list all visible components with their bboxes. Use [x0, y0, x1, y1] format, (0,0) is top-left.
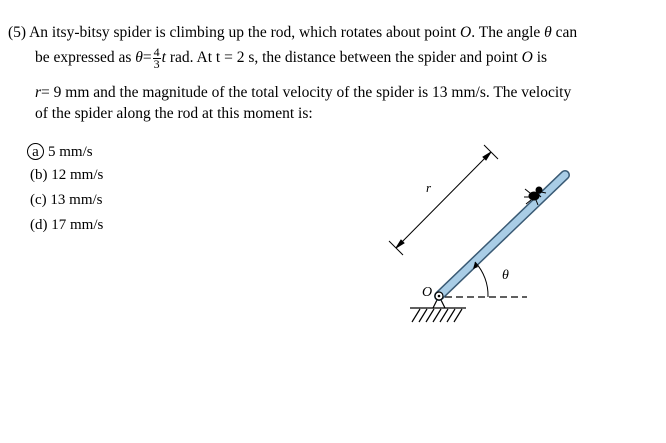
point-o-var-2: O — [521, 49, 533, 67]
option-c-text: 13 mm/s — [50, 192, 103, 208]
question-text-2-pre: be expressed as — [35, 49, 132, 67]
option-a-text: 5 mm/s — [48, 144, 93, 160]
t-var: t — [161, 49, 166, 67]
r-label: r — [426, 180, 432, 195]
option-c-label: (c) — [30, 192, 47, 208]
question-text-3: = 9 mm and the magnitude of the total velocity of the spider is 13 mm/s. The velocity — [41, 84, 572, 101]
option-b-label: (b) — [30, 167, 48, 183]
fraction-denominator: 3 — [153, 57, 160, 71]
theta-label: θ — [502, 268, 509, 283]
r-var: r — [35, 84, 42, 101]
dimension-r — [389, 145, 498, 255]
option-b-text: 12 mm/s — [51, 167, 104, 183]
point-o-var: O — [460, 24, 472, 41]
question-text-1-end: . The angle — [471, 24, 541, 41]
question-number: (5) — [8, 24, 27, 41]
option-d-label: (d) — [30, 217, 48, 233]
option-d-text: 17 mm/s — [51, 217, 104, 233]
question-text-2-mid: . At t = 2 s, the distance between the spider and point — [189, 49, 518, 67]
theta-var-2: θ — [135, 49, 143, 67]
question-text-4: of the spider along the rod at this moment is: — [35, 105, 313, 122]
rad-unit: rad — [169, 49, 190, 67]
question-text-1: An itsy-bitsy spider is climbing up the rod, which rotates about point — [29, 24, 457, 41]
theta-var: θ — [544, 24, 552, 41]
equals-sign: = — [142, 49, 152, 67]
question-text-can: can — [555, 24, 578, 41]
option-a-circle: a — [27, 143, 44, 160]
fraction-numerator: 4 — [153, 45, 160, 59]
question-text-is: is — [536, 49, 548, 67]
o-label: O — [422, 285, 433, 300]
ground-support — [410, 308, 466, 322]
